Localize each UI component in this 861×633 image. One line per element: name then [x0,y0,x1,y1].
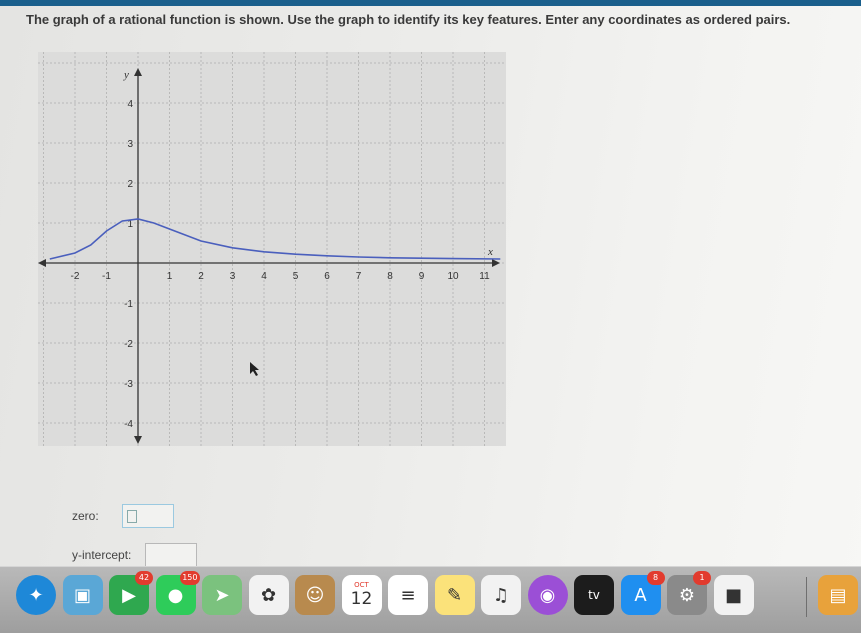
app-store-glyph: A [634,584,647,606]
reminders-glyph: ≡ [400,584,416,606]
x-axis-label: x [488,246,493,258]
dock-calendar-icon[interactable] [342,575,382,615]
system-preferences-glyph: ⚙ [678,584,696,606]
question-prompt: The graph of a rational function is shown. Use the graph to identify its key features. Enter any coordinates as ordered pairs. [26,12,791,27]
dock-reminders-icon[interactable] [388,575,428,615]
dock-messages-icon[interactable] [156,575,196,615]
x-tick-label: 11 [479,271,490,282]
x-tick-label: 1 [166,271,173,282]
y-intercept-row [72,543,197,567]
dock-music-icon[interactable] [481,575,521,615]
messages-glyph: ● [167,584,184,606]
x-tick-label: 9 [418,271,425,282]
x-tick-label: 3 [229,271,236,282]
folder-glyph: ▤ [829,584,847,606]
dock-podcasts-icon[interactable] [528,575,568,615]
dock-maps-icon[interactable] [202,575,242,615]
mouse-pointer-icon [250,362,259,376]
notes-glyph: ✎ [446,584,463,606]
y-intercept-input[interactable] [145,543,197,567]
calendar-glyph: 12 [350,589,373,609]
input-cursor-icon [127,510,137,523]
y-tick-label: 2 [127,179,133,190]
y-intercept-label: y-intercept: [72,548,132,562]
facetime-glyph: ▶ [122,584,136,606]
dock-roblox-icon[interactable] [714,575,754,615]
x-tick-label: 4 [261,271,267,282]
zero-label: zero: [72,509,99,523]
dock-separator [806,577,807,617]
dock-safari-icon[interactable] [16,575,56,615]
notification-badge: 8 [647,571,665,585]
roblox-glyph: ■ [724,584,742,606]
zero-input[interactable] [122,504,174,528]
y-tick-label: 1 [127,219,133,230]
music-glyph: ♫ [492,584,510,606]
y-tick-label: -1 [124,299,133,310]
dock-facetime-icon[interactable] [109,575,149,615]
podcasts-glyph: ◉ [539,584,556,606]
safari-glyph: ✦ [28,584,44,606]
dock-app-store-icon[interactable] [621,575,661,615]
x-axis-arrow-left [38,259,46,267]
notification-badge: 150 [180,571,199,585]
graph-panel [38,52,506,446]
notification-badge: 42 [135,571,153,585]
dock-photos-icon[interactable] [249,575,289,615]
dock-preview-icon[interactable] [63,575,103,615]
contacts-glyph: ☺ [305,584,325,606]
y-axis-arrow-down [134,436,142,444]
zero-row [72,504,174,528]
y-tick-label: 3 [127,139,133,150]
dock-notes-icon[interactable] [435,575,475,615]
top-accent-bar [0,0,861,6]
y-tick-label: -2 [124,339,133,350]
function-curve [50,219,501,259]
x-tick-label: 10 [447,271,459,282]
x-tick-label: 5 [292,271,299,282]
apple-tv-glyph: tv [588,588,600,602]
y-axis-label: y [124,69,129,81]
y-tick-label: -3 [124,379,133,390]
x-tick-label: 8 [387,271,393,282]
dock-contacts-icon[interactable] [295,575,335,615]
x-axis-arrow-right [492,259,500,267]
x-tick-label: 7 [355,271,362,282]
dock-folder-icon[interactable] [818,575,858,615]
y-tick-label: -4 [124,419,133,430]
dock-apple-tv-icon[interactable] [574,575,614,615]
x-tick-label: 6 [324,271,330,282]
y-axis-arrow-up [134,68,142,76]
dock [0,566,861,633]
preview-glyph: ▣ [73,584,91,606]
photos-glyph: ✿ [260,584,277,606]
calendar-month-label: OCT [354,581,369,589]
dock-system-preferences-icon[interactable] [667,575,707,615]
x-tick-label: -1 [102,271,111,282]
x-tick-label: -2 [70,271,80,282]
rational-function-graph [38,52,506,446]
notification-badge: 1 [693,571,711,585]
x-tick-label: 2 [198,271,204,282]
maps-glyph: ➤ [214,584,230,606]
y-tick-label: 4 [127,99,133,110]
